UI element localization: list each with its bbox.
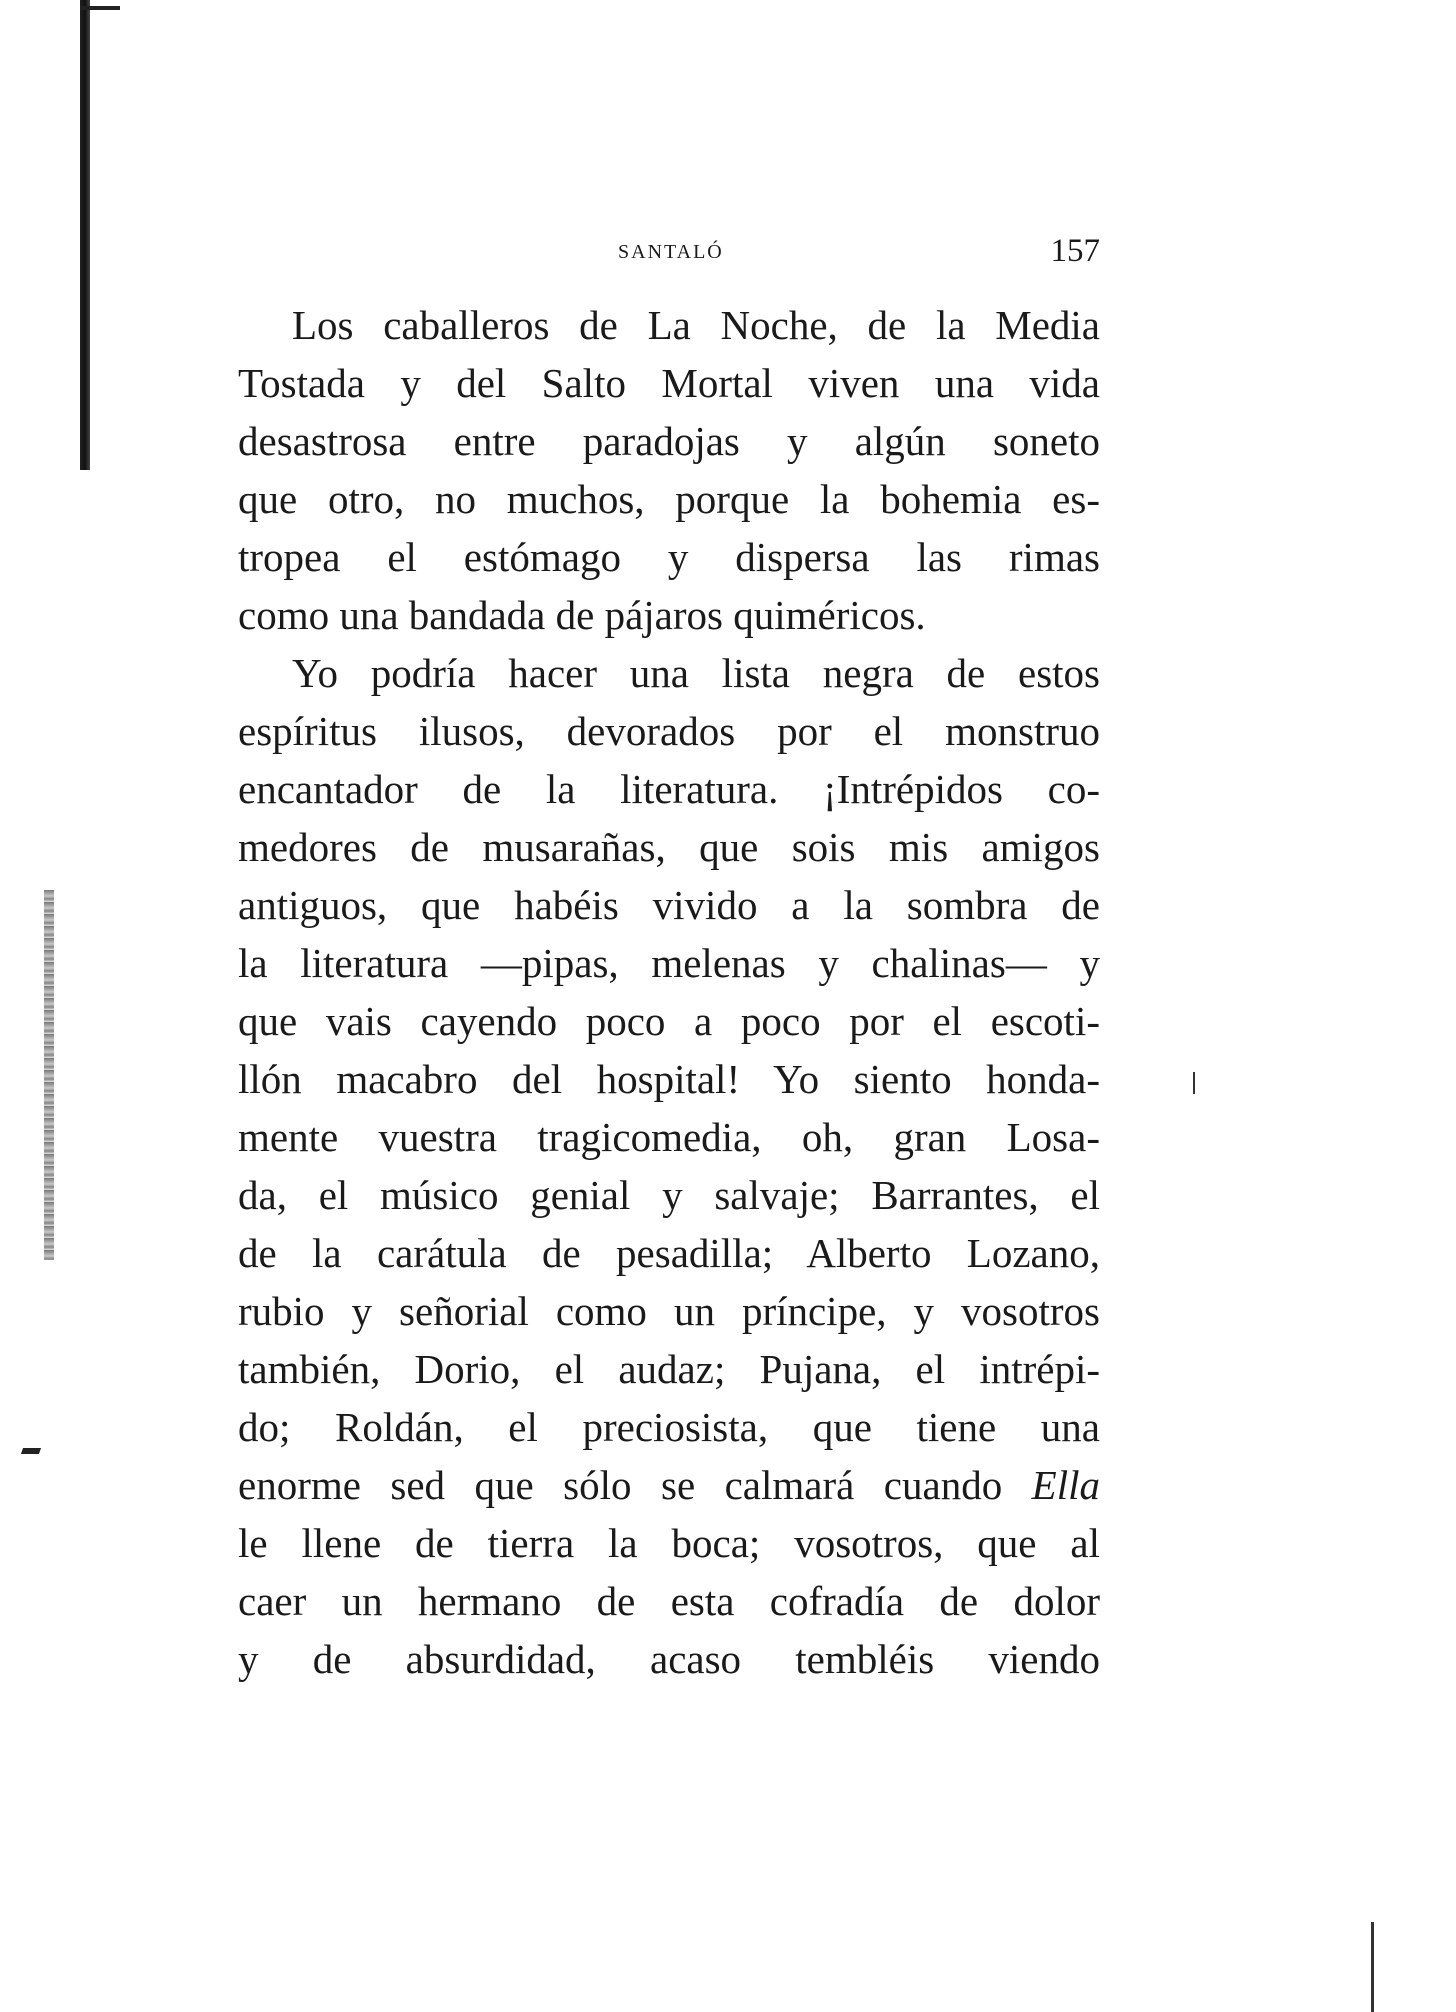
text-line: Tostada y del Salto Mortal viven una vida	[238, 360, 1100, 406]
text-line: espíritus ilusos, devorados por el monstruo	[238, 708, 1100, 754]
text-line: rubio y señorial como un príncipe, y vosotros	[238, 1288, 1100, 1334]
text-line: de la carátula de pesadilla; Alberto Lozano,	[238, 1230, 1100, 1276]
page-header	[240, 233, 1100, 277]
text-line: antiguos, que habéis vivido a la sombra de	[238, 882, 1100, 928]
text-line: da, el músico genial y salvaje; Barrantes, el	[238, 1172, 1100, 1218]
text-segment: enorme sed que sólo se calmará cuando	[238, 1462, 1032, 1508]
text-line: caer un hermano de esta cofradía de dolor	[238, 1578, 1100, 1624]
text-line: encantador de la literatura. ¡Intrépidos co-	[238, 766, 1100, 812]
scan-edge-tick	[80, 6, 120, 10]
text-line: llón macabro del hospital! Yo siento honda-	[238, 1056, 1100, 1102]
text-line-ella	[238, 1456, 1100, 1514]
scan-edge-bar	[80, 0, 90, 470]
text-line: como una bandada de pájaros quiméricos.	[238, 592, 926, 638]
scan-edge-mark	[21, 1448, 41, 1454]
text-line: le llene de tierra la boca; vosotros, que al	[238, 1520, 1100, 1566]
text-line: también, Dorio, el audaz; Pujana, el intrépi-	[238, 1346, 1100, 1392]
text-line: Los caballeros de La Noche, de la Media	[292, 302, 1100, 348]
text-line: Yo podría hacer una lista negra de estos	[292, 650, 1100, 696]
scan-edge-noise	[44, 890, 54, 1260]
text-line: mente vuestra tragicomedia, oh, gran Losa-	[238, 1114, 1100, 1160]
text-line: la literatura —pipas, melenas y chalinas— y	[238, 940, 1100, 986]
text-line: y de absurdidad, acaso tembléis viendo	[238, 1636, 1100, 1682]
page-number: 157	[1050, 233, 1100, 269]
text-line: do; Roldán, el preciosista, que tiene una	[238, 1404, 1100, 1450]
text-line: que vais cayendo poco a poco por el escoti-	[238, 998, 1100, 1044]
body-text	[238, 296, 1100, 1688]
scan-margin-tick	[1193, 1072, 1195, 1094]
italic-word: Ella	[1031, 1462, 1100, 1508]
scan-margin-line	[1371, 1922, 1374, 2012]
text-line: que otro, no muchos, porque la bohemia es-	[238, 476, 1100, 522]
text-line: tropea el estómago y dispersa las rimas	[238, 534, 1100, 580]
running-head: SANTALÓ	[618, 241, 724, 263]
text-line: medores de musarañas, que sois mis amigos	[238, 824, 1100, 870]
text-line: desastrosa entre paradojas y algún soneto	[238, 418, 1100, 464]
